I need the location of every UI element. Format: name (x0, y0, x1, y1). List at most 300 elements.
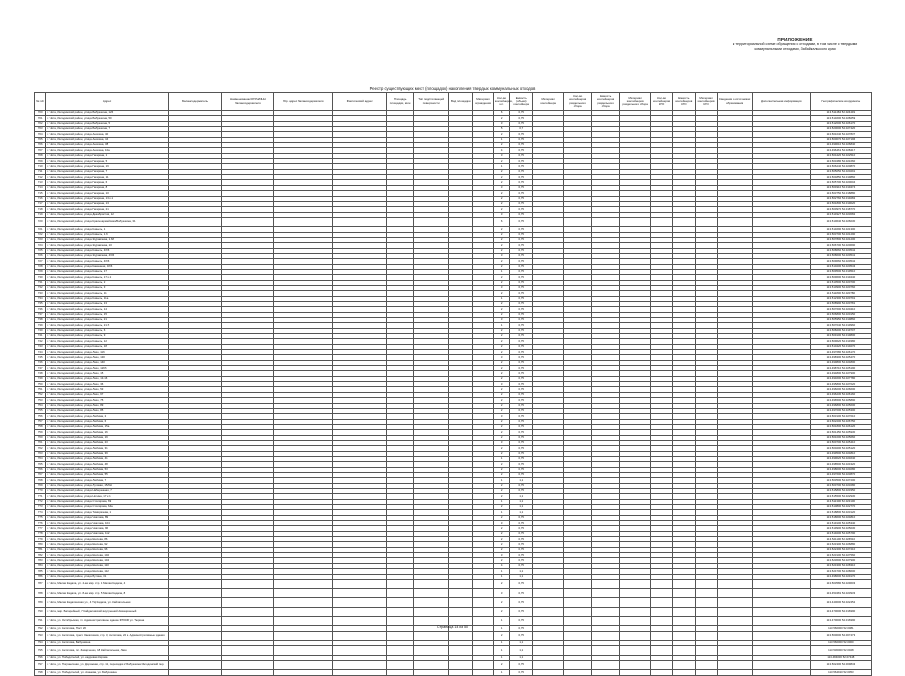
table-cell (620, 598, 651, 607)
table-cell: 1,1 (510, 655, 533, 660)
table-cell: 786 (35, 574, 46, 579)
table-cell (414, 631, 449, 640)
table-cell (449, 598, 473, 607)
table-cell: 706 (35, 143, 46, 148)
column-header: Адрес (46, 93, 168, 111)
table-cell (333, 670, 387, 675)
table-cell: 777 (35, 526, 46, 531)
table-cell: 796 (35, 655, 46, 660)
table-cell (592, 217, 620, 226)
table-cell: г. Чита, Ингодинский район, улица Шилова, 104 (46, 558, 168, 563)
table-cell: 0,75 (510, 143, 533, 148)
table-cell: 754 (35, 403, 46, 408)
table-cell: г. Чита, ул. Октябрьская, гп. Административное здание ФТОКФ ул. Тюрина (46, 617, 168, 626)
table-cell: 711 (35, 169, 46, 174)
table-cell: 113.523100 52.027560 (810, 553, 871, 558)
table-cell (533, 217, 564, 226)
table-cell: 0,75 (510, 253, 533, 258)
table-cell: 734 (35, 296, 46, 301)
table-cell: г. Чита, Ингодинский район, улица Журавлева, 4б/6 (46, 253, 168, 258)
table-cell: г. Чита, Ингодинский район, улица Любима, 6 (46, 419, 168, 424)
table-cell: 717 (35, 201, 46, 206)
table-cell: 113.524300 52.028310 (810, 563, 871, 568)
table-cell: 2 (493, 132, 510, 137)
table-cell: г. Чита, Ингодинский район, улица Луговая, 15/6Н (46, 483, 168, 488)
column-header: Материал ограждения (473, 93, 494, 111)
table-cell: 1 (493, 323, 510, 328)
table-cell (752, 660, 810, 669)
table-cell (222, 607, 274, 616)
table-cell (222, 646, 274, 655)
table-cell: г. Чита, Ингодинский район, улица Чкалова, 96 (46, 526, 168, 531)
table-cell (168, 646, 222, 655)
table-cell: 785 (35, 569, 46, 574)
table-cell (387, 607, 414, 616)
table-cell: 113.503100 52.027010 (810, 414, 871, 419)
table-row (35, 598, 872, 607)
table-cell: 113.496500 52.025890 (810, 398, 871, 403)
table-cell: г. Чита, Ингодинский район, улица Ковыль, 11 (46, 291, 168, 296)
table-cell: 113.514600 52.028259 (810, 116, 871, 121)
table-cell: 769 (35, 483, 46, 488)
table-cell: г. Чита, Ингодинский район, улица Лазо, 140 (46, 360, 168, 365)
table-cell: 775 (35, 515, 46, 520)
table-cell (387, 598, 414, 607)
table-cell: 0,75 (510, 531, 533, 536)
table-cell: 2 (493, 280, 510, 285)
table-cell: 0,75 (510, 483, 533, 488)
table-cell: 113.509100 52.019800 (810, 334, 871, 339)
table-cell (717, 598, 752, 607)
table-cell: г. Чита, Ингодинский район, улица Анохина, 40 (46, 132, 168, 137)
table-cell (620, 607, 651, 616)
column-header: Материал контейнеров КГО (695, 93, 717, 111)
table-cell: 113.497680 52.026170 (810, 350, 871, 355)
table-cell (274, 670, 333, 675)
table-cell (168, 579, 222, 588)
table-cell: г. Чита, Ингодинский район, улица Ковыль, 21 (46, 318, 168, 323)
table-cell (564, 217, 592, 226)
table-cell: 0,75 (510, 521, 533, 526)
table-row (35, 589, 872, 598)
table-row (35, 607, 872, 616)
table-cell (620, 579, 651, 588)
table-cell: 770 (35, 489, 46, 494)
table-cell (564, 579, 592, 588)
table-cell: 6 (493, 111, 510, 116)
table-cell: г. Чита, Ингодинский район, улица Анохина, 44 (46, 137, 168, 142)
table-cell (717, 631, 752, 640)
table-cell: 2 (493, 143, 510, 148)
table-cell: 113.506240 52.020870 (810, 164, 871, 169)
table-cell: г. Чита, Ингодинский район, улица Любима, 19 (46, 435, 168, 440)
table-cell: 2 (493, 472, 510, 477)
table-cell: 0,75 (510, 607, 533, 616)
table-cell: г. Чита, Ингодинский район, улица Лазо, 89 (46, 403, 168, 408)
table-cell: 2 (493, 494, 510, 499)
table-cell: 0,75 (510, 398, 533, 403)
table-cell: 751 (35, 387, 46, 392)
table-cell: 0,75 (510, 563, 533, 568)
table-cell: г. Чита, Ингодинский район, улица Бутина, 31 (46, 574, 168, 579)
table-cell: 707 (35, 148, 46, 153)
table-cell (222, 670, 274, 675)
table-cell (592, 598, 620, 607)
table-cell: г. Чита, Ингодинский район, улица Ковыль, 17 к.1 (46, 275, 168, 280)
table-cell: 1 (493, 670, 510, 675)
table-cell (695, 579, 717, 588)
table-cell (651, 579, 673, 588)
table-cell: 2 (493, 558, 510, 563)
registry-table-wrapper (34, 92, 872, 676)
table-cell: 5 (493, 127, 510, 132)
table-cell: 113.560000 52.007473 (810, 631, 871, 640)
table-cell (752, 598, 810, 607)
table-cell: 113.519100 52.025340 (810, 521, 871, 526)
table-cell: 1 (493, 655, 510, 660)
table-cell: г. Чита, Ингодинский район, улица Любима, 39 (46, 451, 168, 456)
table-cell (620, 217, 651, 226)
table-cell: 0,75 (510, 446, 533, 451)
table-cell (274, 598, 333, 607)
column-header: Кол-во контейнеров КГО (651, 93, 673, 111)
table-cell: г. Чита, ул. Победителей, ул. Азанова, ул. Бабушкина (46, 670, 168, 675)
table-cell: 113.494800 52.027900 (810, 371, 871, 376)
table-cell (333, 607, 387, 616)
table-cell (449, 631, 473, 640)
table-cell: 113.523600 52.027900 (810, 558, 871, 563)
table-cell (473, 631, 494, 640)
table-cell: г. Чита, Ингодинский район, улица Гагарина, 7 (46, 169, 168, 174)
table-cell: г. Чита, Ингодинский район, улица Лазо, 85 (46, 408, 168, 413)
table-cell: 113.508660 52.020542 (810, 248, 871, 253)
table-cell: 0,75 (510, 589, 533, 598)
table-cell: г. Чита, Ингодинский район, улица Лазо, 116 (46, 350, 168, 355)
table-cell: 749 (35, 376, 46, 381)
table-cell: 731 (35, 280, 46, 285)
table-cell: 1,1 (510, 574, 533, 579)
table-cell: 2 (493, 483, 510, 488)
table-cell (449, 646, 473, 655)
table-cell: 2 (493, 334, 510, 339)
table-cell: 0,75 (510, 132, 533, 137)
table-cell: 0,75 (510, 237, 533, 242)
table-cell: 2 (493, 371, 510, 376)
table-cell: 790 (35, 607, 46, 616)
table-cell: 2 (493, 537, 510, 542)
table-cell (274, 607, 333, 616)
table-cell: 2 (493, 505, 510, 510)
table-cell: 792 (35, 626, 46, 631)
table-cell (414, 579, 449, 588)
table-cell: 2 (493, 201, 510, 206)
table-cell: г. Чита, Ингодинский район, улица Красноармейская/Бабушкина, 31 (46, 217, 168, 226)
table-cell: г. Чита, Ингодинский район, улица Столярова, 69 (46, 499, 168, 504)
table-cell: 113.510900 52.020760 (810, 285, 871, 290)
table-cell: 0,75 (510, 164, 533, 169)
table-cell: 2 (493, 264, 510, 269)
table-cell: 6 (493, 217, 510, 226)
table-cell: 715 (35, 191, 46, 196)
table-cell: 0,75 (510, 280, 533, 285)
table-cell: г. Чита, Ингодинский район, улица Ковыль, 6 (46, 328, 168, 333)
table-cell: г. Чита, Ингодинский район, улица Гагарина, 10 (46, 191, 168, 196)
table-cell: 3 (493, 382, 510, 387)
table-title: Реестр существующих мест (площадок) накопления твердых коммунальных отходов (369, 86, 536, 91)
table-cell: г. Чита, Малая Кадала, ул. 4-ая мкр. стр. 1 Малая Кадала, 4 (46, 579, 168, 588)
table-cell: 0,75 (510, 403, 533, 408)
table-cell: 1,1 (510, 646, 533, 655)
table-row (35, 631, 872, 640)
table-cell: 113.499020 52.024640 (810, 456, 871, 461)
table-cell: 736 (35, 307, 46, 312)
table-cell (414, 217, 449, 226)
table-cell (168, 217, 222, 226)
column-header: Дополнительная информация (752, 93, 810, 111)
table-cell (274, 631, 333, 640)
table-cell: 759 (35, 430, 46, 435)
table-cell: 1 (493, 296, 510, 301)
table-cell (620, 670, 651, 675)
table-cell: г. Чита, Ингодинский район, улица Лазо, 130 (46, 355, 168, 360)
table-cell: 113.514690 52.021300 (810, 227, 871, 232)
table-cell: 733 (35, 291, 46, 296)
table-cell: 0,75 (510, 472, 533, 477)
table-cell: 1 (493, 569, 510, 574)
table-cell: г. Чита, Ингодинский район, улица Бабушкина, 5 (46, 121, 168, 126)
table-cell (752, 607, 810, 616)
table-cell (651, 607, 673, 616)
column-header: Емкость контейнеров КГО (672, 93, 695, 111)
table-cell (752, 670, 810, 675)
table-cell: 2 (493, 350, 510, 355)
table-cell: 0,75 (510, 339, 533, 344)
table-cell: г. Чита, Ингодинский район, улица Бабушкина, 126 (46, 111, 168, 116)
table-cell (752, 579, 810, 588)
table-cell (168, 589, 222, 598)
table-cell: 752 (35, 392, 46, 397)
table-cell: 3 (493, 589, 510, 598)
table-cell: 113.521900 52.026880 (810, 542, 871, 547)
table-cell: 113.499800 52.024800 (810, 360, 871, 365)
table-cell: 113.506700 52.020690 (810, 243, 871, 248)
table-cell (222, 598, 274, 607)
table-cell: 0,75 (510, 430, 533, 435)
table-cell: 0,75 (510, 440, 533, 445)
table-cell: 713 (35, 180, 46, 185)
table-cell: 0,75 (510, 553, 533, 558)
table-cell: 760 (35, 435, 46, 440)
table-cell (592, 670, 620, 675)
table-cell: 0,75 (510, 387, 533, 392)
table-cell: г. Чита, Ингодинский район, улица Любима, 53 (46, 467, 168, 472)
table-cell: 0,75 (510, 542, 533, 547)
table-cell (333, 589, 387, 598)
table-cell: 739 (35, 323, 46, 328)
column-header: Наименование/ОГРН/ИНН балансодержателя (222, 93, 274, 111)
table-cell: 113.524700 52.028600 (810, 569, 871, 574)
table-cell: 1 (493, 478, 510, 483)
table-cell: г. Чита, Ингодинский район, улица Ковыль, 12 (46, 339, 168, 344)
table-cell: 1 (493, 640, 510, 645)
table-cell: 113.508200 52.019707 (810, 328, 871, 333)
table-cell: г. Чита, Ингодинский район, улица Тимирязева, 1 (46, 510, 168, 515)
table-cell: 0,75 (510, 515, 533, 520)
table-cell: 2 (493, 424, 510, 429)
table-cell: 0,75 (510, 207, 533, 212)
table-cell: 2 (493, 435, 510, 440)
table-cell: 2 (493, 169, 510, 174)
table-cell: 3 (493, 121, 510, 126)
table-cell: 0,75 (510, 328, 533, 333)
table-cell: 2 (493, 312, 510, 317)
table-cell: 726 (35, 253, 46, 258)
column-header: Емкость (объем) контейнера (510, 93, 533, 111)
table-cell: 113.508600 52.020541 (810, 253, 871, 258)
table-cell: 0,75 (510, 259, 533, 264)
table-cell: 113.502200 52.026750 (810, 419, 871, 424)
table-cell: 113.500070 52.027196 (810, 137, 871, 142)
table-body (35, 111, 872, 676)
table-cell: 113.510800 52.022770 (810, 505, 871, 510)
table-cell: г. Чита, Ингодинский район, улица Чкалова, 89 (46, 515, 168, 520)
table-cell (695, 631, 717, 640)
table-cell: 113.484000 52.07448 (810, 655, 871, 660)
column-header: Фактический адрес (333, 93, 387, 111)
table-cell: 113.496230 52.026160 (810, 392, 871, 397)
table-cell: 1,1 (510, 569, 533, 574)
table-cell (533, 670, 564, 675)
table-cell: 772 (35, 499, 46, 504)
table-cell: 113.498300 52.025470 (810, 355, 871, 360)
table-cell: г. Чита, Ингодинский район, улица Анохина, 38 (46, 143, 168, 148)
table-cell: 113.507600 52.020410 (810, 307, 871, 312)
table-cell: г. Чита, Ингодинский район, улица Гагарина, 1 (46, 153, 168, 158)
table-cell (672, 589, 695, 598)
table-cell: 3 (493, 414, 510, 419)
table-cell: 797 (35, 660, 46, 669)
table-cell (672, 598, 695, 607)
table-cell: 1,1 (510, 494, 533, 499)
table-cell: 113.518800 52.023120 (810, 510, 871, 515)
table-cell: 0,75 (510, 670, 533, 675)
table-cell (564, 631, 592, 640)
column-header: Материал контейнеров раздельного сбора (620, 93, 651, 111)
table-cell: 727 (35, 259, 46, 264)
table-cell: г. Чита, мкр. Батарейный, 7 Кайдаловский внутренний Авиационный (46, 607, 168, 616)
table-cell: 735 (35, 301, 46, 306)
appendix-line-2: коммунальными отходами, Забайкальского края (754, 47, 836, 51)
table-cell: 113.495800 52.027020 (810, 382, 871, 387)
table-cell: 113.510200 52.020543 (810, 264, 871, 269)
column-header: Географические координаты (810, 93, 871, 111)
table-cell: 730 (35, 275, 46, 280)
table-cell (592, 646, 620, 655)
table-cell: 113.511484 52.024449 (810, 111, 871, 116)
table-cell: 113.502760 52.019282 (810, 196, 871, 201)
table-cell: 2 (493, 227, 510, 232)
table-cell: 709 (35, 159, 46, 164)
table-cell (274, 579, 333, 588)
table-cell: 2 (493, 376, 510, 381)
table-cell: 113.505950 52.019860 (810, 318, 871, 323)
table-cell: 0,75 (510, 243, 533, 248)
table-cell (620, 589, 651, 598)
table-cell (592, 579, 620, 588)
table-cell: 757 (35, 419, 46, 424)
table-cell: г. Чита, Ингодинский район, улица Ковыль, 13 (46, 301, 168, 306)
table-cell: г. Чита, Ингодинский район, улица Ковыль, 1.6 (46, 232, 168, 237)
table-cell: 793 (35, 631, 46, 640)
table-cell: 0,75 (510, 312, 533, 317)
table-cell (168, 670, 222, 675)
table-cell (533, 607, 564, 616)
table-cell: 0,75 (510, 301, 533, 306)
table-cell: 2 (493, 542, 510, 547)
table-cell (533, 598, 564, 607)
table-cell (333, 660, 387, 669)
table-cell (414, 660, 449, 669)
table-cell: 778 (35, 531, 46, 536)
table-cell: 2 (493, 196, 510, 201)
table-cell: 0,75 (510, 579, 533, 588)
table-cell: 113.510640 52.026030 (810, 217, 871, 226)
table-cell: г. Чита, ул. Антипова, Пост 20 (46, 626, 168, 631)
table-cell: 2 (493, 531, 510, 536)
table-cell: 0,75 (510, 307, 533, 312)
table-cell: 795 (35, 646, 46, 655)
table-cell: 787 (35, 579, 46, 588)
table-cell (717, 217, 752, 226)
table-cell: 113.470000 52.016990 (810, 607, 871, 616)
table-cell: г. Чита, Ингодинский район, улица Ковыль, 2 (46, 280, 168, 285)
table-cell: 2 (493, 403, 510, 408)
table-cell: 113.502400 52.009843 (810, 660, 871, 669)
table-cell: 0,75 (510, 275, 533, 280)
table-cell: г. Чита, Ингодинский район, улица Шилова, 112 (46, 569, 168, 574)
table-cell: 113.503750 52.018880 (810, 191, 871, 196)
table-cell: 0,75 (510, 344, 533, 349)
table-cell (717, 670, 752, 675)
table-cell: 113.501040 52.027837 (810, 132, 871, 137)
table-cell: 0,75 (510, 264, 533, 269)
table-cell: 113.440000 52.022452 (810, 598, 871, 607)
table-cell: 0,75 (510, 392, 533, 397)
table-cell: 0,75 (510, 227, 533, 232)
table-cell: 1,1 (510, 505, 533, 510)
table-cell: 725 (35, 248, 46, 253)
table-cell (672, 660, 695, 669)
table-cell: 0,75 (510, 526, 533, 531)
table-cell (672, 646, 695, 655)
table-cell: г. Чита, Ингодинский район, улица Гагарина, 5 (46, 159, 168, 164)
table-cell (333, 217, 387, 226)
table-cell: 2 (493, 180, 510, 185)
table-cell (274, 589, 333, 598)
table-cell: 714 (35, 185, 46, 190)
table-cell: г. Чита, Ингодинский район, улица Гагарина, 13 (46, 201, 168, 206)
table-cell: 2 (493, 489, 510, 494)
table-cell: 1,1 (510, 478, 533, 483)
table-cell: 724 (35, 243, 46, 248)
table-cell (473, 607, 494, 616)
table-cell: 0,75 (510, 334, 533, 339)
table-cell: 2 (493, 398, 510, 403)
table-cell: г. Чита, Ингодинский район, улица Ковыль, 21 б (46, 323, 168, 328)
table-cell: 784 (35, 563, 46, 568)
table-cell: г. Чита, Ингодинский район, улица Чкалова, 104 (46, 521, 168, 526)
table-cell: 113.515800 52.023350 (810, 489, 871, 494)
